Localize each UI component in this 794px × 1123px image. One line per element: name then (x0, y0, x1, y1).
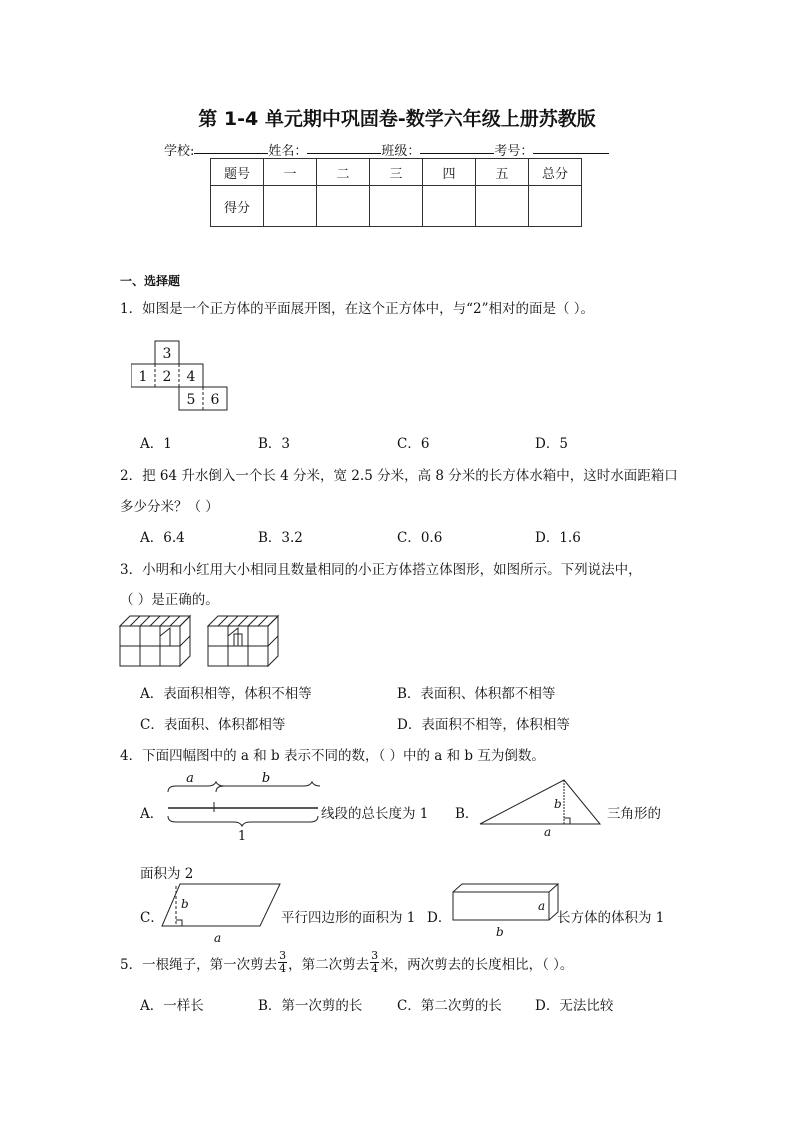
page-title: 第 1-4 单元期中巩固卷-数学六年级上册苏教版 (198, 108, 596, 130)
fraction-denominator: 4 (279, 962, 287, 975)
q5-part3: 米，两次剪去的长度相比，（ ）。 (380, 956, 574, 973)
fraction-numerator: 3 (371, 949, 379, 962)
class-label: 班级： (381, 144, 421, 159)
school-blank[interactable] (194, 140, 268, 154)
score-cell[interactable] (370, 186, 423, 227)
question-5 (120, 950, 573, 975)
q4-option-c-label[interactable]: C． (140, 910, 164, 926)
question-1: 1．如图是一个正方体的平面展开图，在这个正方体中，与“2”相对的面是（ ）。 (120, 301, 595, 317)
question-3-line1: 3．小明和小红用大小相同且数量相同的小正方体搭立体图形，如图所示。下列说法中， (120, 562, 642, 578)
q4-option-a-label[interactable]: A． (140, 806, 164, 822)
net-face-label: 2 (162, 369, 172, 385)
q3-option-b[interactable]: B．表面积、体积都不相等 (397, 686, 556, 702)
score-cell[interactable] (423, 186, 476, 227)
q5-option-c[interactable]: C．第二次剪的长 (397, 998, 502, 1014)
question-2-line2: 多少分米？（ ） (120, 499, 219, 515)
net-face-label: 4 (186, 369, 196, 385)
q5-option-d[interactable]: D．无法比较 (535, 998, 614, 1014)
net-face-label: 6 (210, 392, 220, 408)
score-table (210, 158, 582, 227)
score-header-cell: 四 (423, 159, 476, 186)
q3-option-c[interactable]: C．表面积、体积都相等 (140, 717, 286, 733)
q1-option-c[interactable]: C．6 (397, 436, 430, 452)
xiaohong-cube-figure (208, 616, 278, 666)
cube-net-figure (131, 340, 231, 412)
cuboid-height-a: a (538, 899, 546, 913)
cube-stacks-figure (118, 614, 282, 670)
number-label: 考号： (494, 144, 534, 159)
q5-option-b[interactable]: B．第一次剪的长 (258, 998, 363, 1014)
cuboid-diagram (450, 880, 562, 942)
triangle-diagram (478, 776, 604, 840)
q2-option-c[interactable]: C．0.6 (397, 530, 443, 546)
q1-option-d[interactable]: D．5 (535, 436, 568, 452)
triangle-height-b: b (554, 797, 562, 811)
q5-part2: ，第二次剪去 (288, 956, 370, 973)
score-header-cell: 总分 (529, 159, 582, 186)
q1-option-a[interactable]: A．1 (140, 436, 172, 452)
q2-option-b[interactable]: B．3.2 (258, 530, 303, 546)
name-blank[interactable] (307, 140, 381, 154)
q4-option-d-label[interactable]: D． (427, 910, 452, 926)
fraction-numerator: 3 (279, 949, 287, 962)
triangle-base-a: a (544, 825, 552, 839)
school-label: 学校: (164, 144, 195, 159)
segment-b-label: b (261, 772, 271, 786)
class-blank[interactable] (420, 140, 494, 154)
q4-option-b-text: 三角形的 (607, 806, 661, 822)
q2-option-d[interactable]: D．1.6 (535, 530, 581, 546)
q4-option-b-label[interactable]: B． (455, 806, 479, 822)
parallelogram-diagram (160, 880, 284, 946)
score-cell[interactable] (264, 186, 317, 227)
name-label: 姓名： (268, 144, 308, 159)
q4-option-c-text: 平行四边形的面积为 1 (281, 910, 416, 926)
q1-option-b[interactable]: B．3 (258, 436, 291, 452)
score-cell[interactable] (529, 186, 582, 227)
net-face-label: 5 (186, 392, 196, 408)
parallelogram-base-a: a (214, 931, 222, 945)
q4-option-a-text: 线段的总长度为 1 (321, 806, 429, 822)
score-cell[interactable] (317, 186, 370, 227)
cuboid-length-b: b (496, 925, 504, 939)
fraction-denominator: 4 (371, 962, 379, 975)
fraction-three-quarters-meter (370, 950, 379, 975)
segment-a-label: a (186, 772, 194, 786)
score-cell[interactable] (476, 186, 529, 227)
score-header-cell: 二 (317, 159, 370, 186)
segment-diagram (164, 772, 324, 844)
q3-option-a[interactable]: A．表面积相等，体积不相等 (140, 686, 312, 702)
score-header-cell: 五 (476, 159, 529, 186)
q4-option-d-text: 长方体的体积为 1 (557, 910, 665, 926)
question-4: 4．下面四幅图中的 a 和 b 表示不同的数，（ ）中的 a 和 b 互为倒数。 (120, 748, 545, 764)
net-face-label: 1 (138, 369, 148, 385)
score-header-cell: 一 (264, 159, 317, 186)
question-3-line2: （ ）是正确的。 (120, 592, 219, 608)
section-heading: 一、选择题 (120, 274, 181, 288)
q3-option-d[interactable]: D．表面积不相等，体积相等 (397, 717, 570, 733)
q5-option-a[interactable]: A．一样长 (140, 998, 204, 1014)
q2-option-a[interactable]: A．6.4 (140, 530, 185, 546)
segment-total-label: 1 (237, 829, 247, 844)
q5-part1: 5．一根绳子，第一次剪去 (120, 956, 278, 973)
fraction-three-quarters (278, 950, 287, 975)
question-2-line1: 2．把 64 升水倒入一个长 4 分米，宽 2.5 分米，高 8 分米的长方体水箱中，这时水面距箱口 (120, 468, 678, 484)
parallelogram-height-b: b (181, 897, 189, 911)
score-row-label: 得分 (211, 186, 264, 227)
q4-option-b-text-cont: 面积为 2 (140, 866, 194, 882)
score-header-cell: 题号 (211, 159, 264, 186)
score-header-cell: 三 (370, 159, 423, 186)
net-face-label: 3 (162, 346, 172, 362)
number-blank[interactable] (533, 140, 609, 154)
xiaoming-cube-figure (120, 616, 190, 666)
student-info-line (164, 140, 609, 159)
